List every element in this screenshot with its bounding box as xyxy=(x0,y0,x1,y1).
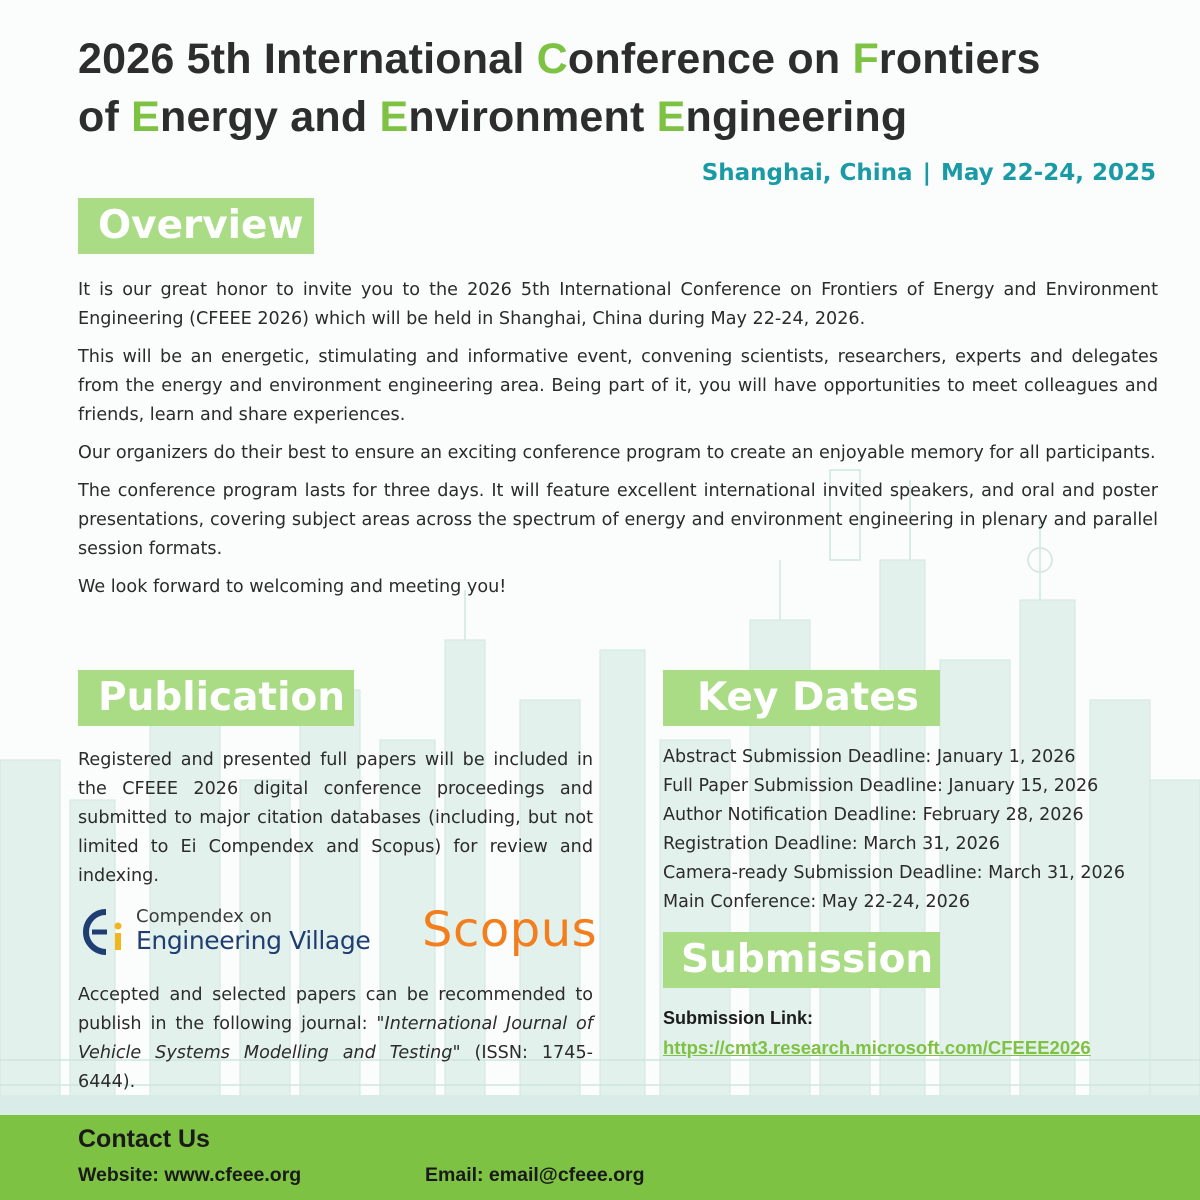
ei-compendex-logo xyxy=(80,906,420,962)
key-dates-list xyxy=(663,743,1173,917)
contact-footer xyxy=(0,1115,1200,1200)
overview-paragraph: We look forward to welcoming and meeting you! xyxy=(78,577,507,597)
overview-paragraph: This will be an energetic, stimulating and informative event, convening scientists, researchers, experts and delegates from the energy and environment engineering area. Being part of it, you will have opportunities to meet colleagues and friends, learn and share experiences. xyxy=(78,347,1158,425)
scopus-logo: Scopus xyxy=(422,902,598,958)
indexing-logos xyxy=(80,898,598,968)
location: Shanghai, China xyxy=(701,160,913,186)
contact-email[interactable]: Email: email@cfeee.org xyxy=(425,1164,645,1186)
overview-paragraph: Our organizers do their best to ensure an exciting conference program to create an enjoyable memory for all participants. xyxy=(78,443,1156,463)
key-date-item: Author Notification Deadline: February 28, 2026 xyxy=(663,805,1084,825)
location-and-dates xyxy=(702,160,1156,186)
overview-heading: Overview xyxy=(78,198,314,254)
key-date-item: Full Paper Submission Deadline: January 15, 2026 xyxy=(663,776,1099,796)
key-date-item: Camera-ready Submission Deadline: March 31, 2026 xyxy=(663,863,1125,883)
ei-logo-icon xyxy=(80,906,130,958)
journal-name: International Journal of Vehicle Systems Modelling and Testing xyxy=(78,1014,593,1063)
separator: | xyxy=(922,160,931,186)
submission-link[interactable]: https://cmt3.research.microsoft.com/CFEEE2026 xyxy=(663,1037,1091,1058)
key-date-item: Main Conference: May 22-24, 2026 xyxy=(663,892,971,912)
overview-text xyxy=(78,276,1158,611)
submission-link-label: Submission Link: xyxy=(663,1008,814,1028)
publication-heading: Publication xyxy=(78,670,354,726)
ei-logo-line2: Engineering Village xyxy=(136,926,371,955)
key-dates-heading: Key Dates xyxy=(663,670,940,726)
contact-heading: Contact Us xyxy=(78,1125,210,1153)
key-date-item: Abstract Submission Deadline: January 1, 2026 xyxy=(663,747,1076,767)
ei-logo-line1: Compendex on xyxy=(136,906,273,927)
conference-title: 2026 5th International Conference on Frontiers of Energy and Environment Engineering xyxy=(78,35,1041,141)
conference-dates: May 22-24, 2025 xyxy=(940,160,1156,186)
submission-heading: Submission xyxy=(663,932,940,988)
contact-website[interactable]: Website: www.cfeee.org xyxy=(78,1164,302,1186)
overview-paragraph: It is our great honor to invite you to the 2026 5th International Conference on Frontiers of Energy and Environment Engineering (CFEEE 2026) which will be held in Shanghai, China during May 22-24, 2026. xyxy=(78,280,1158,329)
journal-recommendation-text: Accepted and selected papers can be recommended to publish in the following journal: "International Journal of Vehicle Systems Modelling and Testing" (ISSN: 1745-6444). xyxy=(78,985,593,1092)
publication-text: Registered and presented full papers will be included in the CFEEE 2026 digital conference proceedings and submitted to major citation databases (including, but not limited to Ei Compendex and Scopus) for review and indexing. xyxy=(78,750,593,886)
key-date-item: Registration Deadline: March 31, 2026 xyxy=(663,834,1001,854)
overview-paragraph: The conference program lasts for three days. It will feature excellent international invited speakers, and oral and poster presentations, covering subject areas across the spectrum of energy and environment engineering in plenary and parallel session formats. xyxy=(78,481,1158,559)
